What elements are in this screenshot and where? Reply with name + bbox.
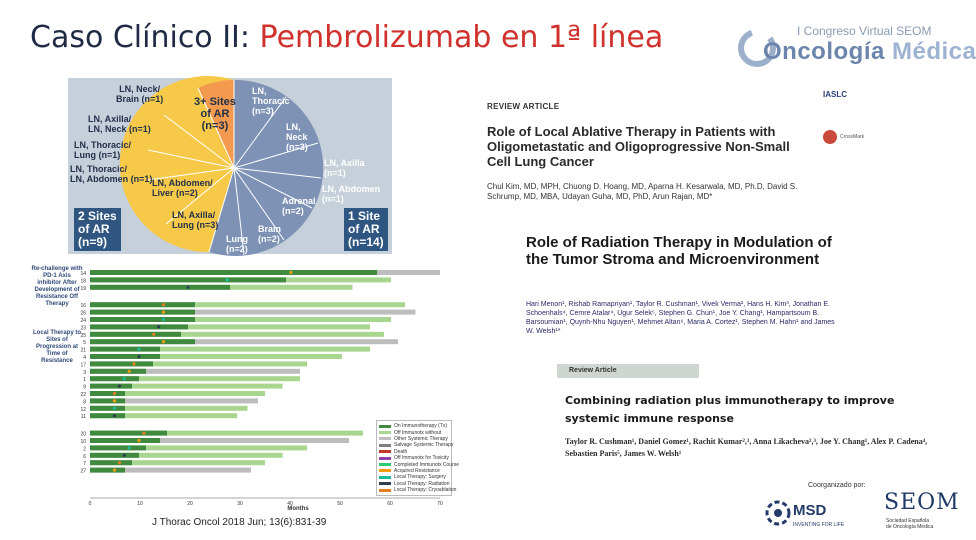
- event-marker: [113, 392, 116, 395]
- event-marker: [162, 311, 165, 314]
- x-axis-title: Months: [287, 506, 309, 512]
- patient-bar-on-tx: [90, 310, 195, 315]
- swimmer-legend: [376, 420, 460, 496]
- legend-label: Acquired Resistance: [394, 467, 440, 474]
- x-tick-label: 70: [437, 501, 443, 507]
- patient-bar-on-tx: [90, 438, 160, 443]
- event-marker: [137, 355, 140, 358]
- crossmark-icon: [823, 130, 837, 144]
- patient-id-label: 16: [80, 303, 86, 310]
- legend-swatch: [379, 425, 391, 428]
- congress-oncologia: Oncología: [763, 38, 885, 65]
- patient-id-label: 22: [80, 392, 86, 398]
- x-tick-label: 50: [337, 501, 343, 507]
- paper2-title: Role of Radiation Therapy in Modulation of the Tumor Stroma and Microenvironment: [526, 234, 832, 268]
- patient-id-label: 18: [80, 278, 86, 285]
- citation: J Thorac Oncol 2018 Jun; 13(6):831-39: [152, 517, 327, 528]
- patient-id-label: 25: [80, 332, 86, 339]
- event-marker: [137, 439, 140, 442]
- paper3-title: Combining radiation plus immunotherapy to improve systemic immune response: [565, 394, 895, 425]
- patient-id-label: 21: [80, 347, 86, 354]
- legend-swatch: [379, 431, 391, 434]
- patient-id-label: 10: [80, 439, 86, 445]
- patient-id-label: 7: [83, 461, 86, 468]
- msd-logo: [763, 494, 863, 534]
- event-marker: [133, 362, 136, 365]
- iaslc-logo: IASLC: [823, 90, 847, 99]
- patient-bar-on-tx: [90, 302, 195, 307]
- x-tick-label: 60: [387, 501, 393, 507]
- paper1-authors: Chul Kim, MD, MPH, Chuong D. Hoang, MD, Aparna H. Kesarwala, MD, Ph.D, David S. Schrump, MD, MBA, Udayan Guha, MD, PhD, Arun Rajan, MD*: [487, 182, 798, 201]
- legend-label: Completed Immunotx Course: [394, 461, 460, 468]
- one-site-box: 1 Site of AR (n=14): [344, 208, 388, 251]
- patient-id-label: 8: [83, 399, 86, 406]
- title-black: Caso Clínico II:: [30, 20, 260, 55]
- legend-swatch: [379, 469, 391, 472]
- paper-combining-radiation: [555, 364, 930, 484]
- patient-id-label: 24: [80, 318, 86, 324]
- patient-id-label: 17: [80, 362, 86, 369]
- patient-id-label: 3: [83, 369, 86, 376]
- patient-bar-on-tx: [90, 361, 153, 366]
- patient-bar-on-tx: [90, 413, 125, 418]
- seom-wordmark: SEOM: [884, 490, 960, 515]
- legend-swatch: [379, 482, 391, 485]
- congress-medica: Médica: [892, 38, 976, 65]
- legend-swatch: [379, 489, 391, 492]
- patient-bar-on-tx: [90, 391, 125, 396]
- two-sites-box: 2 Sites of AR (n=9): [74, 208, 121, 251]
- event-marker: [142, 432, 145, 435]
- event-marker: [162, 318, 165, 321]
- pie-label-ln-neck: LN, Neck (n=3): [286, 122, 308, 152]
- patient-bar-on-tx: [90, 270, 377, 275]
- patient-bar-on-tx: [90, 317, 195, 322]
- swimmer-label-rechallenge: Re-challenge with PD-1 Axis inhibitor After Development of Resistance Off Therapy: [31, 266, 83, 307]
- patient-bar-on-tx: [90, 431, 167, 436]
- event-marker: [162, 340, 165, 343]
- pie-label-ln-axilla-lung: LN, Axilla/ Lung (n=3): [172, 210, 219, 230]
- legend-swatch: [379, 444, 391, 447]
- x-tick-label: 30: [237, 501, 243, 507]
- event-marker: [113, 414, 116, 417]
- pie-label-ln-neck-brain: LN, Neck/ Brain (n=1): [116, 84, 164, 104]
- patient-id-label: 6: [83, 453, 86, 460]
- event-marker: [118, 461, 121, 464]
- pie-label-ln-axilla-neck: LN, Axilla/ LN, Neck (n=1): [88, 114, 151, 134]
- event-marker: [152, 333, 155, 336]
- seom-logo: [884, 490, 960, 534]
- event-marker: [113, 469, 116, 472]
- patient-bar-on-tx: [90, 339, 195, 344]
- swimmer-label-local-therapy: Local Therapy to Sites of Progression at Time of Resistance: [32, 330, 81, 364]
- x-tick-label: 10: [137, 501, 143, 507]
- msd-tagline: INVENTING FOR LIFE: [793, 522, 845, 528]
- patient-bar-on-tx: [90, 384, 132, 389]
- event-marker: [289, 271, 292, 274]
- patient-id-label: 5: [83, 340, 86, 347]
- patient-bar-on-tx: [90, 277, 286, 282]
- event-marker: [162, 303, 165, 306]
- patient-id-label: 23: [80, 325, 86, 332]
- patient-bar-on-tx: [90, 460, 132, 465]
- patient-id-label: 11: [80, 414, 86, 421]
- event-marker: [128, 370, 131, 373]
- patient-id-label: 4: [83, 355, 86, 361]
- paper1-tag: REVIEW ARTICLE: [487, 102, 560, 111]
- slide-title: [30, 20, 663, 55]
- legend-swatch: [379, 463, 391, 466]
- paper3-tag: Review Article: [557, 364, 699, 378]
- congress-line2: [763, 38, 976, 66]
- legend-label: Off Immunotx without: [394, 429, 442, 436]
- event-marker: [123, 377, 126, 380]
- patient-bar-on-tx: [90, 369, 146, 374]
- pie-label-adrenal: Adrenal (n=2): [282, 196, 316, 216]
- pie-label-ln-thoracic-abdomen: LN, Thoracic/ LN, Abdomen (n=1): [70, 164, 153, 184]
- crossmark-label: CrossMark: [840, 134, 865, 140]
- patient-id-label: 2: [83, 446, 86, 453]
- patient-bar-on-tx: [90, 332, 181, 337]
- pie-chart-panel: [68, 78, 392, 254]
- legend-label: Local Therapy: Radiation: [394, 480, 450, 487]
- event-marker: [226, 278, 229, 281]
- event-marker: [128, 446, 131, 449]
- patient-id-label: 26: [80, 310, 86, 317]
- paper3-authors: Taylor R. Cushman¹, Daniel Gomez¹, Rachit Kumar²,³, Anna Likacheva²,³, Joe Y. Chang¹, Alex P. Cadena⁴, Sebastien Paris⁵, James W. Welsh¹: [565, 437, 928, 458]
- x-tick-label: 40: [287, 501, 293, 507]
- msd-emblem-icon: [765, 500, 791, 526]
- legend-swatch: [379, 457, 391, 460]
- patient-id-label: 9: [83, 384, 86, 391]
- paper-review-article: [483, 82, 865, 207]
- patient-id-label: 1: [83, 377, 86, 384]
- patient-bar-on-tx: [90, 285, 230, 290]
- event-marker: [113, 399, 116, 402]
- event-marker: [157, 325, 160, 328]
- patient-bar-on-tx: [90, 468, 125, 473]
- pie-label-brain: Brain (n=2): [258, 224, 282, 244]
- legend-label: Local Therapy: Cryoablation: [394, 487, 457, 494]
- patient-bar-on-tx: [90, 324, 188, 329]
- event-marker: [118, 385, 121, 388]
- legend-label: Off Immunotx for Toxicity: [394, 455, 449, 462]
- patient-bar-on-tx: [90, 453, 139, 458]
- legend-label: Other Systemic Therapy: [394, 435, 448, 442]
- seom-tagline: Sociedad Española de Oncología Médica: [886, 518, 934, 530]
- pie-label-ln-thoracic-lung: LN, Thoracic/ Lung (n=1): [74, 140, 132, 160]
- legend-item: [379, 487, 457, 494]
- pie-label-3plus-sites: 3+ Sites of AR (n=3): [194, 96, 236, 132]
- x-tick-label: 20: [187, 501, 193, 507]
- patient-id-label: 14: [80, 271, 86, 277]
- event-marker: [113, 407, 116, 410]
- pie-label-ln-abdomen-liver: LN, Abdomen/ Liver (n=2): [152, 178, 213, 198]
- congress-line1: I Congreso Virtual SEOM: [797, 24, 932, 38]
- title-red: Pembrolizumab en 1ª línea: [259, 20, 664, 55]
- paper2-authors: Hari Menon¹, Rishab Ramapriyan¹, Taylor R. Cushman¹, Vivek Verma², Hans H. Kim³, Jonathan E. Schoenhals⁴, Cemre Atalar⁴, Ugur Selek⁵, Stephen G. Chun¹, Joe Y. Chang¹, Hampartsoum B. Barsoumian¹, Quynh-Nhu Nguyen¹, Mehmet Altan⁶, Maria A. Cortez¹, Stephen M. Hahn¹ and James W. Welsh¹*: [526, 301, 835, 335]
- legend-label: Death: [394, 448, 408, 455]
- legend-swatch: [379, 450, 391, 453]
- congress-logo: [735, 22, 976, 72]
- event-marker: [137, 348, 140, 351]
- x-tick-label: 0: [88, 501, 92, 507]
- patient-bar-on-tx: [90, 445, 146, 450]
- patient-id-label: 19: [80, 285, 86, 292]
- event-marker: [186, 286, 189, 289]
- organized-by-label: Coorganizado por:: [808, 482, 866, 489]
- patient-bar-on-tx: [90, 354, 160, 359]
- patient-bar-on-tx: [90, 376, 139, 381]
- legend-label: Salvage Systemic Therapy: [394, 442, 454, 449]
- pie-label-ln-thoracic: LN, Thoracic (n=3): [252, 86, 290, 116]
- paper1-title: Role of Local Ablative Therapy in Patients with Oligometastatic and Oligoprogressive Non-Small Cell Lung Cancer: [487, 124, 790, 169]
- legend-label: Local Therapy: Surgery: [394, 474, 446, 481]
- legend-swatch: [379, 437, 391, 440]
- patient-id-label: 12: [80, 406, 86, 413]
- event-marker: [123, 454, 126, 457]
- pie-label-lung: Lung (n=2): [226, 234, 248, 254]
- patient-bar-on-tx: [90, 398, 125, 403]
- pie-label-ln-axilla: LN, Axilla (n=1): [324, 158, 365, 178]
- pie-label-ln-abdomen: LN, Abdomen (n=1): [322, 184, 381, 204]
- msd-wordmark: MSD: [793, 502, 827, 519]
- patient-bar-on-tx: [90, 406, 125, 411]
- legend-label: On Immunotherapy (Tx): [394, 423, 448, 430]
- patient-id-label: 27: [80, 468, 86, 475]
- legend-swatch: [379, 476, 391, 479]
- patient-id-label: 20: [80, 431, 86, 438]
- paper-radiation-therapy: [522, 228, 847, 346]
- patient-bar-on-tx: [90, 347, 160, 352]
